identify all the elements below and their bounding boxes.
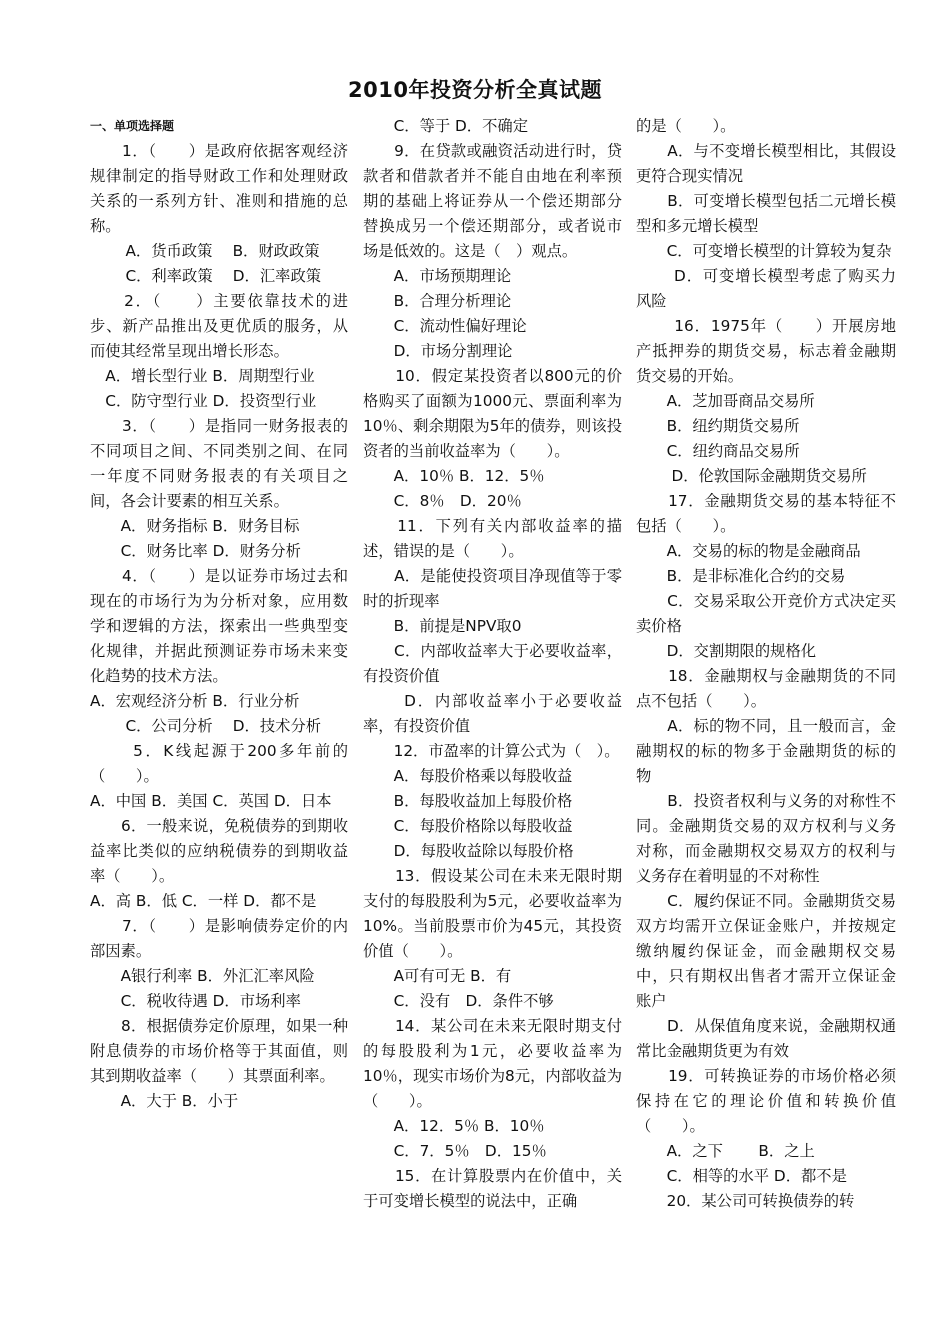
question-paragraph: C．7．5％ D．15％: [363, 1142, 547, 1160]
question-paragraph: A．增长型行业 B．周期型行业: [90, 367, 315, 385]
question-paragraph: C．等于 D．不确定: [363, 117, 528, 135]
question-paragraph: A．财务指标 B．财务目标: [90, 517, 300, 535]
question-paragraph: D．每股收益除以每股价格: [363, 842, 574, 860]
question-paragraph: 6．一般来说，免税债券的到期收益率比类似的应纳税债券的到期收益率（ ）。: [90, 817, 348, 885]
question-paragraph: A．之下 B．之上: [636, 1142, 815, 1160]
question-paragraph: 8．根据债券定价原理，如果一种附息债券的市场价格等于其面值，则其到期收益率（ ）其票面利率。: [90, 1017, 348, 1085]
question-paragraph: 18．金融期权与金融期货的不同点不包括（ ）。: [636, 667, 896, 710]
document-title: 2010年投资分析全真试题: [348, 78, 602, 102]
question-paragraph: 5．K线起源于200多年前的（ ）。: [90, 742, 348, 785]
question-paragraph: C．防守型行业 D．投资型行业: [90, 392, 317, 410]
text-column-3: [636, 114, 896, 1214]
question-paragraph: B．合理分析理论: [363, 292, 512, 310]
question-paragraph: A．是能使投资项目净现值等于零时的折现率: [363, 567, 622, 610]
question-paragraph: A．与不变增长模型相比，其假设更符合现实情况: [636, 142, 896, 185]
question-paragraph: 19．可转换证券的市场价格必须保持在它的理论价值和转换价值（ ）。: [636, 1067, 896, 1135]
question-paragraph: 16．1975年（ ）开展房地产抵押券的期货交易，标志着金融期货交易的开始。: [636, 317, 896, 385]
question-paragraph: D．从保值角度来说，金融期权通常比金融期货更为有效: [636, 1017, 896, 1060]
question-paragraph: 17．金融期货交易的基本特征不包括（ ）。: [636, 492, 896, 535]
question-paragraph: C．利率政策 D．汇率政策: [90, 267, 322, 285]
question-paragraph: B．纽约期货交易所: [636, 417, 800, 435]
question-paragraph: 4．（ ）是以证券市场过去和现在的市场行为为分析对象，应用数学和逻辑的方法，探索出一些典型变化规律，并据此预测证券市场未来变化趋势的技术方法。: [90, 567, 348, 685]
question-paragraph: C．税收待遇 D．市场利率: [90, 992, 301, 1010]
question-paragraph: 3．（ ）是指同一财务报表的不同项目之间、不同类别之间、在同一年度不同财务报表的有关项目之间，各会计要素的相互关系。: [90, 417, 348, 510]
question-paragraph: A．中国 B．美国 C．英国 D．日本: [90, 792, 332, 810]
question-paragraph: D．伦敦国际金融期货交易所: [636, 467, 867, 485]
question-paragraph: A．每股价格乘以每股收益: [363, 767, 573, 785]
question-paragraph: D．可变增长模型考虑了购买力风险: [636, 267, 896, 310]
text-column-2: [363, 114, 622, 1214]
question-paragraph: C．交易采取公开竞价方式决定买卖价格: [636, 592, 896, 635]
question-paragraph: C．财务比率 D．财务分析: [90, 542, 301, 560]
question-paragraph: 10．假定某投资者以800元的价格购买了面额为1000元、票面利率为10％、剩余期限为5年的债券，则该投资者的当前收益率为（ ）。: [363, 367, 622, 460]
question-paragraph: 11．下列有关内部收益率的描述，错误的是（ ）。: [363, 517, 622, 560]
question-paragraph: C．履约保证不同。金融期货交易双方均需开立保证金账户，并按规定缴纳履约保证金，而金融期权交易中，只有期权出售者才需开立保证金账户: [636, 892, 896, 1010]
question-paragraph: C．流动性偏好理论: [363, 317, 527, 335]
question-paragraph: A．12．5％ B．10％: [363, 1117, 545, 1135]
question-paragraph: B．前提是NPV取0: [363, 617, 522, 635]
question-paragraph: A．标的物不同，且一般而言，金融期权的标的物多于金融期货的标的物: [636, 717, 896, 785]
question-paragraph: 1．（ ）是政府依据客观经济规律制定的指导财政工作和处理财政关系的一系列方针、准则和措施的总称。: [90, 142, 348, 235]
question-paragraph: C．公司分析 D．技术分析: [90, 717, 322, 735]
question-paragraph: D．市场分割理论: [363, 342, 513, 360]
question-paragraph: 12．市盈率的计算公式为（ ）。: [363, 742, 620, 760]
question-paragraph: D．交割期限的规格化: [636, 642, 817, 660]
question-paragraph: 14．某公司在未来无限时期支付的每股股利为1元，必要收益率为10％，现实市场价为8元，内部收益为（ ）。: [363, 1017, 622, 1110]
section-heading: 一、单项选择题: [90, 119, 175, 133]
question-paragraph: 2．（ ）主要依靠技术的进步、新产品推出及更优质的服务，从而使其经常呈现出增长形态。: [90, 292, 348, 360]
question-paragraph: 15．在计算股票内在价值中，关于可变增长模型的说法中，正确: [363, 1167, 622, 1210]
question-paragraph: A．交易的标的物是金融商品: [636, 542, 861, 560]
question-paragraph: A．市场预期理论: [363, 267, 512, 285]
question-paragraph: 9．在贷款或融资活动进行时，贷款者和借款者并不能自由地在利率预期的基础上将证券从一个偿还期部分替换成另一个偿还期部分，或者说市场是低效的。这是（ ）观点。: [363, 142, 622, 260]
question-paragraph: C．内部收益率大于必要收益率，有投资价值: [363, 642, 622, 685]
question-paragraph: C．可变增长模型的计算较为复杂: [636, 242, 892, 260]
question-paragraph: C．相等的水平 D．都不是: [636, 1167, 847, 1185]
question-paragraph: C．没有 D．条件不够: [363, 992, 554, 1010]
question-paragraph: 20．某公司可转换债券的转: [636, 1192, 855, 1210]
question-paragraph: A．10％ B．12．5％: [363, 467, 545, 485]
question-paragraph: A银行利率 B．外汇汇率风险: [90, 967, 315, 985]
question-paragraph: C．每股价格除以每股收益: [363, 817, 573, 835]
question-paragraph: A可有可无 B．有: [363, 967, 512, 985]
text-column-1: [90, 114, 348, 1114]
question-paragraph: B．可变增长模型包括二元增长模型和多元增长模型: [636, 192, 896, 235]
question-paragraph: A．芝加哥商品交易所: [636, 392, 815, 410]
question-paragraph: 的是（ ）。: [636, 117, 736, 135]
question-paragraph: 13．假设某公司在未来无限时期支付的每股股利为5元，必要收益率为10%。当前股票市价为45元，其投资价值（ ）。: [363, 867, 622, 960]
question-paragraph: A．高 B．低 C．一样 D．都不是: [90, 892, 317, 910]
question-paragraph: A．货币政策 B．财政政策: [90, 242, 320, 260]
question-paragraph: B．投资者权利与义务的对称性不同。金融期货交易的双方权利与义务对称，而金融期权交易双方的权利与义务存在着明显的不对称性: [636, 792, 896, 885]
question-paragraph: 7．（ ）是影响债券定价的内部因素。: [90, 917, 348, 960]
question-paragraph: C．8％ D．20％: [363, 492, 522, 510]
question-paragraph: D．内部收益率小于必要收益率，有投资价值: [363, 692, 622, 735]
question-paragraph: A．宏观经济分析 B．行业分析: [90, 692, 300, 710]
question-paragraph: B．是非标准化合约的交易: [636, 567, 846, 585]
question-paragraph: B．每股收益加上每股价格: [363, 792, 573, 810]
question-paragraph: C．纽约商品交易所: [636, 442, 800, 460]
question-paragraph: A．大于 B．小于: [90, 1092, 239, 1110]
